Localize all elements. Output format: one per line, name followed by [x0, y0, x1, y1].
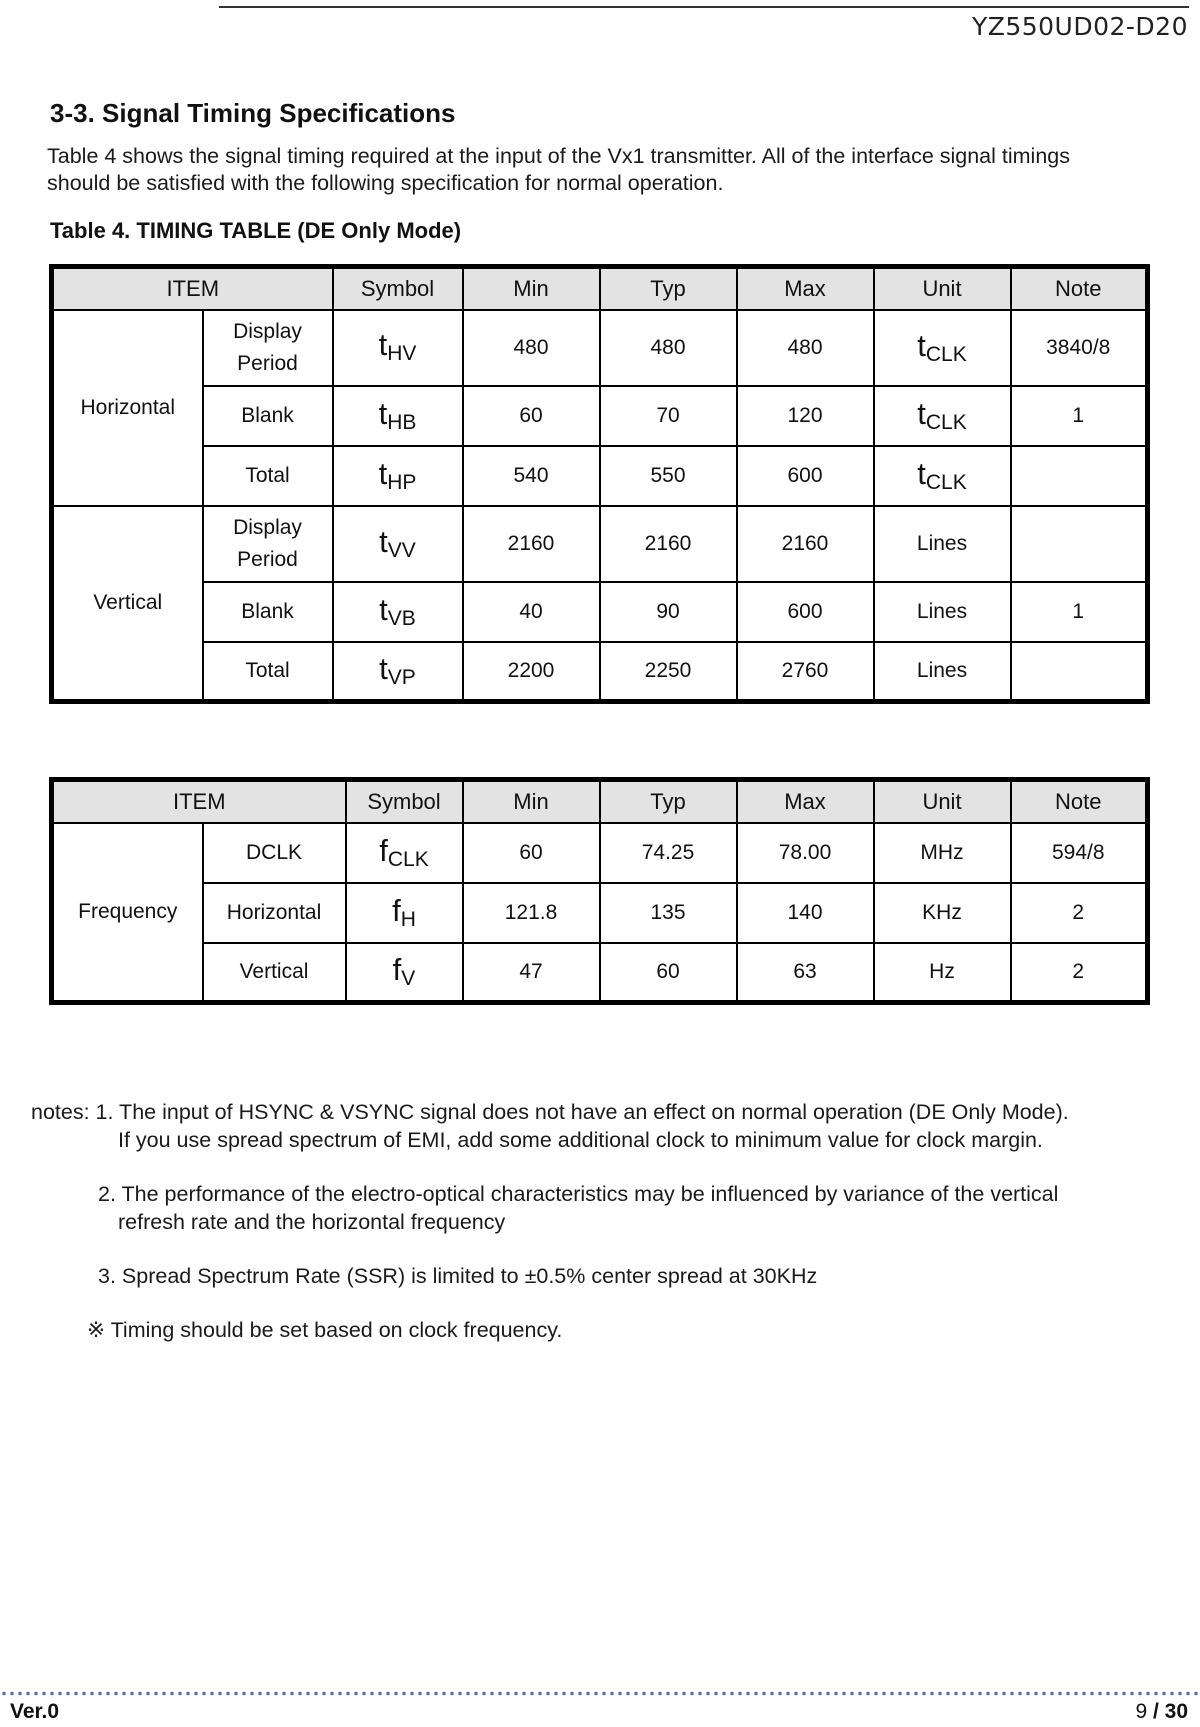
table-row: [52, 446, 1148, 506]
max-value: 2760: [737, 642, 874, 702]
symbol-cell: [333, 506, 463, 582]
intro-line: should be satisfied with the following specification for normal operation.: [47, 171, 724, 195]
symbol-subscript: CLK: [387, 848, 429, 872]
note-value: [1011, 446, 1148, 506]
group-label-vertical: Vertical: [52, 506, 203, 702]
item-label: Blank: [203, 582, 333, 642]
symbol-cell: [333, 386, 463, 446]
min-value: 60: [463, 823, 600, 883]
max-value: 480: [737, 310, 874, 386]
unit-base: t: [917, 327, 926, 363]
min-value: 540: [463, 446, 600, 506]
min-value: 2160: [463, 506, 600, 582]
unit-base: t: [917, 455, 926, 491]
header-typ: Typ: [600, 267, 737, 310]
note-value: 2: [1011, 943, 1148, 1003]
unit-value: Lines: [874, 642, 1011, 702]
header-symbol: Symbol: [333, 267, 463, 310]
symbol-base: t: [379, 591, 388, 627]
header-item: ITEM: [52, 267, 333, 310]
note-3: 3. Spread Spectrum Rate (SSR) is limited to ±0.5% center spread at 30KHz: [98, 1264, 818, 1288]
typ-value: 135: [600, 883, 737, 943]
intro-line: Table 4 shows the signal timing required at the input of the Vx1 transmitter. All of the interface signal timings: [47, 144, 1070, 168]
table-row: [52, 386, 1148, 446]
table-row: [52, 506, 1148, 582]
unit-subscript: CLK: [925, 343, 967, 367]
typ-value: 70: [600, 386, 737, 446]
symbol-subscript: HB: [387, 411, 417, 435]
version-label: Ver.0: [10, 1700, 60, 1723]
max-value: 2160: [737, 506, 874, 582]
note-value: 2: [1011, 883, 1148, 943]
unit-cell: [874, 446, 1011, 506]
group-label-horizontal: Horizontal: [52, 310, 203, 506]
note-value: [1011, 506, 1148, 582]
typ-value: 2250: [600, 642, 737, 702]
unit-value: Lines: [874, 582, 1011, 642]
item-label: Period: [237, 351, 298, 375]
table-row: [52, 310, 1148, 386]
typ-value: 60: [600, 943, 737, 1003]
symbol-subscript: HV: [387, 342, 417, 366]
note-value: 594/8: [1011, 823, 1148, 883]
intro-paragraph: [47, 143, 1157, 197]
max-value: 140: [737, 883, 874, 943]
table-row: [52, 582, 1148, 642]
page-current: 9: [1135, 1700, 1148, 1723]
header-rule: [219, 6, 1189, 8]
footer-dotted-rule: [0, 1691, 1200, 1696]
table-caption: Table 4. TIMING TABLE (DE Only Mode): [50, 218, 462, 243]
item-label: Blank: [203, 386, 333, 446]
symbol-base: t: [379, 523, 388, 559]
note-timing: ※ Timing should be set based on clock frequency.: [87, 1318, 563, 1342]
symbol-cell: [346, 943, 463, 1003]
symbol-subscript: VV: [387, 539, 416, 563]
symbol-subscript: V: [401, 967, 416, 991]
min-value: 121.8: [463, 883, 600, 943]
item-label: Total: [203, 446, 333, 506]
note-2-continuation: refresh rate and the horizontal frequency: [118, 1210, 506, 1234]
note-1: notes: 1. The input of HSYNC & VSYNC signal does not have an effect on normal operation (DE Only Mode).: [31, 1100, 1069, 1124]
symbol-base: t: [378, 395, 388, 431]
note-value: 1: [1011, 386, 1148, 446]
note-1-continuation: If you use spread spectrum of EMI, add some additional clock to minimum value for clock margin.: [118, 1128, 1043, 1152]
symbol-cell: [333, 310, 463, 386]
page-number: [1135, 1700, 1188, 1724]
symbol-base: t: [379, 651, 388, 687]
header-symbol: Symbol: [346, 780, 463, 823]
min-value: 60: [463, 386, 600, 446]
symbol-cell: [346, 823, 463, 883]
unit-cell: [874, 310, 1011, 386]
unit-value: KHz: [874, 883, 1011, 943]
header-typ: Typ: [600, 780, 737, 823]
frequency-table: [49, 777, 1150, 1005]
header-max: Max: [737, 267, 874, 310]
symbol-base: f: [379, 832, 388, 868]
item-label: Vertical: [203, 943, 346, 1003]
typ-value: 90: [600, 582, 737, 642]
max-value: 600: [737, 446, 874, 506]
note-value: 1: [1011, 582, 1148, 642]
max-value: 120: [737, 386, 874, 446]
item-label: Total: [203, 642, 333, 702]
symbol-cell: [333, 446, 463, 506]
symbol-subscript: HP: [387, 471, 417, 495]
document-id: YZ550UD02-D20: [971, 12, 1188, 41]
note-value: [1011, 642, 1148, 702]
header-note: Note: [1011, 267, 1148, 310]
symbol-subscript: VP: [387, 666, 416, 690]
table-row: [52, 642, 1148, 702]
note-value: 3840/8: [1011, 310, 1148, 386]
max-value: 63: [737, 943, 874, 1003]
symbol-cell: [333, 582, 463, 642]
header-note: Note: [1011, 780, 1148, 823]
unit-cell: [874, 386, 1011, 446]
unit-subscript: CLK: [925, 471, 967, 495]
notes-section: [31, 1098, 1171, 1344]
note-2: 2. The performance of the electro-optical characteristics may be influenced by variance of the vertical: [98, 1182, 1059, 1206]
table-header-row: [52, 267, 1148, 310]
max-value: 78.00: [737, 823, 874, 883]
item-label: Display: [233, 515, 302, 539]
table-row: [52, 943, 1148, 1003]
item-cell: [203, 506, 333, 582]
typ-value: 74.25: [600, 823, 737, 883]
group-label-frequency: Frequency: [52, 823, 203, 1003]
header-unit: Unit: [874, 780, 1011, 823]
min-value: 480: [463, 310, 600, 386]
min-value: 2200: [463, 642, 600, 702]
unit-value: Lines: [874, 506, 1011, 582]
typ-value: 2160: [600, 506, 737, 582]
symbol-base: f: [392, 892, 401, 928]
item-label: Display: [233, 319, 302, 343]
symbol-cell: [346, 883, 463, 943]
timing-table: [49, 264, 1150, 704]
item-label: DCLK: [203, 823, 346, 883]
header-item: ITEM: [52, 780, 346, 823]
min-value: 47: [463, 943, 600, 1003]
symbol-cell: [333, 642, 463, 702]
item-cell: [203, 310, 333, 386]
header-max: Max: [737, 780, 874, 823]
symbol-base: f: [392, 952, 402, 988]
section-title: 3-3. Signal Timing Specifications: [50, 98, 456, 128]
typ-value: 480: [600, 310, 737, 386]
max-value: 600: [737, 582, 874, 642]
unit-value: MHz: [874, 823, 1011, 883]
item-label: Period: [237, 547, 298, 571]
unit-value: Hz: [874, 943, 1011, 1003]
typ-value: 550: [600, 446, 737, 506]
item-label: Horizontal: [203, 883, 346, 943]
table-row: [52, 823, 1148, 883]
header-min: Min: [463, 780, 600, 823]
symbol-subscript: H: [400, 908, 416, 932]
symbol-base: t: [378, 326, 388, 362]
unit-subscript: CLK: [925, 411, 967, 435]
table-row: [52, 883, 1148, 943]
unit-base: t: [917, 395, 926, 431]
table-header-row: [52, 780, 1148, 823]
symbol-subscript: VB: [387, 607, 416, 631]
header-min: Min: [463, 267, 600, 310]
min-value: 40: [463, 582, 600, 642]
page-total: / 30: [1152, 1700, 1188, 1723]
header-unit: Unit: [874, 267, 1011, 310]
symbol-base: t: [378, 455, 388, 491]
